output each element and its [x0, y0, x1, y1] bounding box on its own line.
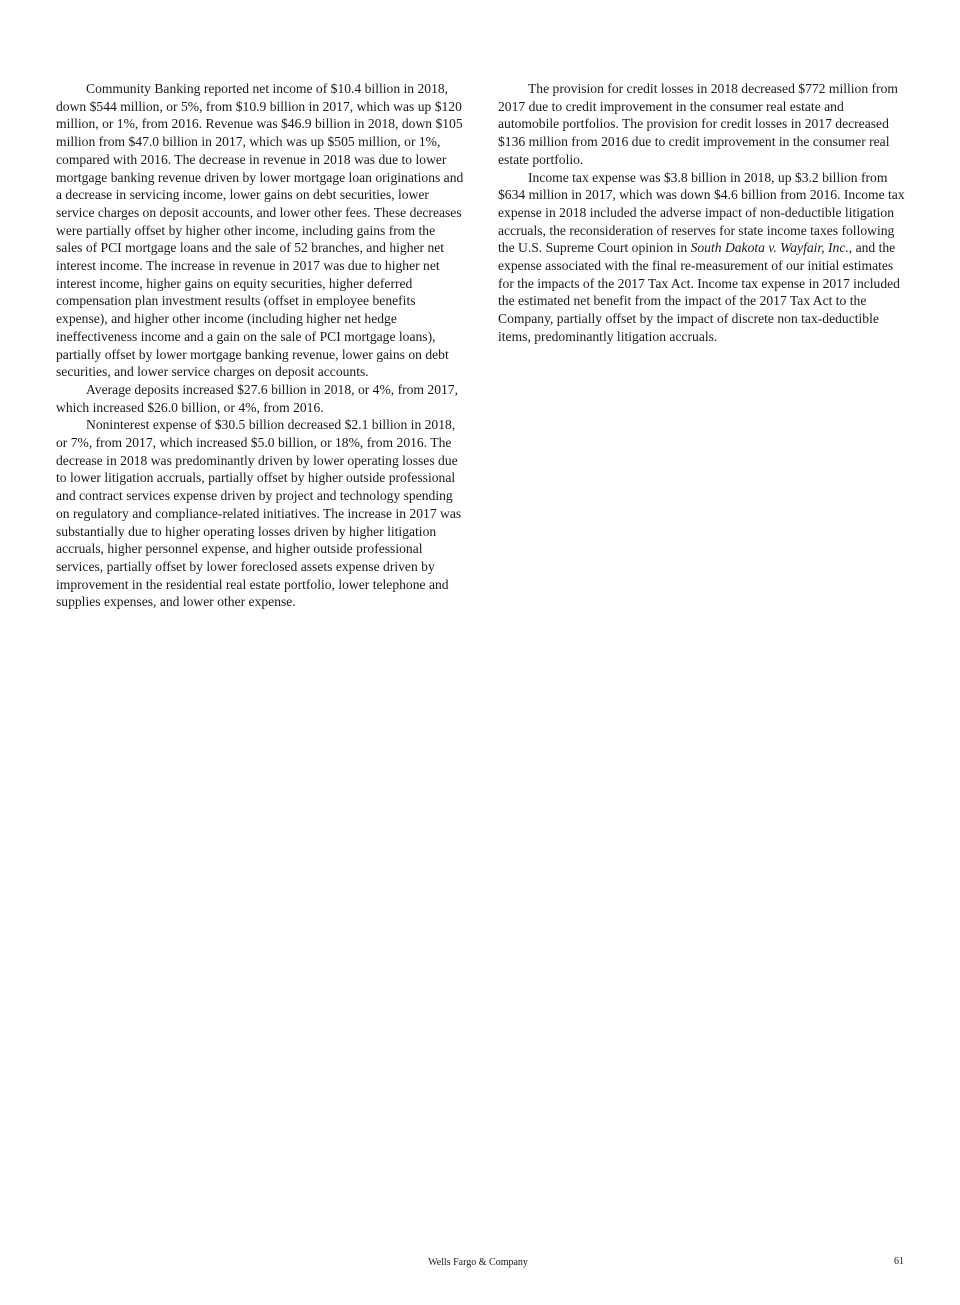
noninterest-expense-paragraph: Noninterest expense of $30.5 billion decreased $2.1 billion in 2018, or 7%, from 2017, which increased $5.0 billion, or 18%, from 2016. The decrease in 2018 was predominantly driven by lower operating losses due to lower litigation accruals, partially offset by higher outside professional and contract services expense driven by project and technology spending on regulatory and compliance-related initiatives. The increase in 2017 was substantially due to higher operating losses driven by higher litigation accruals, higher personnel expense, and higher outside professional services, partially offset by lower foreclosed assets expense driven by improvement in the residential real estate portfolio, lower telephone and supplies expenses, and lower other expense.	[56, 417, 462, 610]
footer-company-name: Wells Fargo & Company	[428, 1257, 528, 1268]
income-tax-paragraph	[498, 169, 906, 346]
right-text-column	[498, 80, 906, 346]
community-banking-paragraph: Community Banking reported net income of $10.4 billion in 2018, down $544 million, or 5%, from $10.9 billion in 2017, which was up $120 million, or 1%, from 2016. Revenue was $46.9 billion in 2018, down $105 million from $47.0 billion in 2017, which was up $505 million, or 1%, compared with 2016. The decrease in revenue in 2018 was due to lower mortgage banking revenue driven by lower mortgage loan originations and a decrease in servicing income, lower gains on debt securities, lower service charges on deposit accounts, and lower other fees. These decreases were partially offset by higher other income, including gains from the sales of PCI mortgage loans and the sale of 52 branches, and higher net interest income. The increase in revenue in 2017 was due to higher net interest income, higher gains on equity securities, higher deferred compensation plan investment results (offset in employee benefits expense), and higher other income (including higher net hedge ineffectiveness income and a gain on the sale of PCI mortgage loans), partially offset by lower mortgage banking revenue, lower gains on debt securities, and lower service charges on deposit accounts.	[56, 81, 464, 380]
income-tax-text-start: Income tax expense was $3.8 billion in 2018, up $3.2 billion from $634 million in 2017, which was down $4.6 billion from 2016. Income tax expense in 2018 included the adverse impact of non-deductible litigation accruals, the reconsideration of reserves for state income taxes following the U.S. Supreme Court opinion in	[498, 169, 905, 256]
income-tax-text-end: , and the expense associated with the final re-measurement of our initial estimates for the impacts of the 2017 Tax Act. Income tax expense in 2017 included the estimated net benefit from the impact of the 2017 Tax Act to the Company, partially offset by the impact of discrete non tax-deductible items, predominantly litigation accruals.	[498, 240, 900, 344]
case-name: South Dakota v. Wayfair, Inc.	[690, 240, 849, 256]
average-deposits-paragraph: Average deposits increased $27.6 billion in 2018, or 4%, from 2017, which increased $26.0 billion, or 4%, from 2016.	[56, 381, 458, 415]
left-text-column	[56, 80, 464, 611]
provision-credit-losses-paragraph: The provision for credit losses in 2018 decreased $772 million from 2017 due to credit improvement in the consumer real estate and automobile portfolios. The provision for credit losses in 2017 decreased $136 million from 2016 due to credit improvement in the consumer real estate portfolio.	[498, 81, 898, 167]
page-number: 61	[894, 1256, 904, 1267]
